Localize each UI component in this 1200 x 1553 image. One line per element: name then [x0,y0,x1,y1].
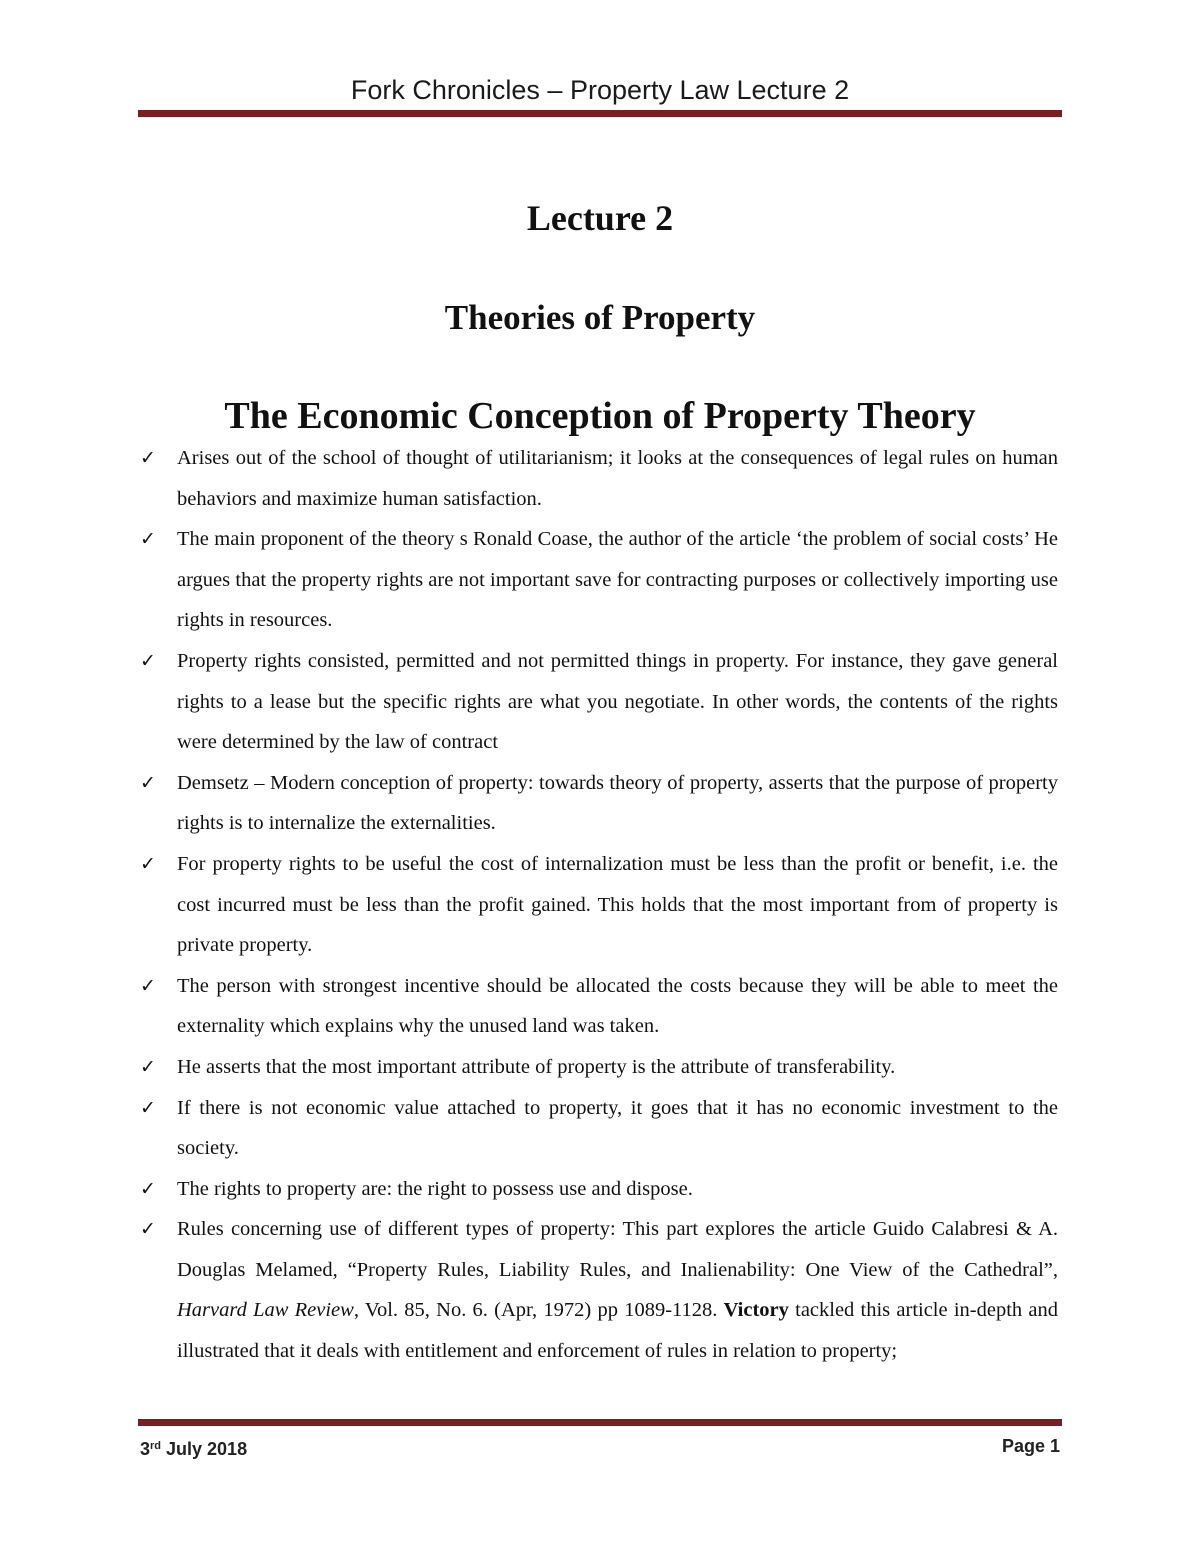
list-item [140,438,1058,519]
checkmark-icon: ✓ [140,1218,156,1241]
list-item-text: He asserts that the most important attribute of property is the attribute of transferability. [177,1055,896,1078]
list-item-text-part3: tackled this article in-depth and illustrated that it deals with entitlement and enforcement of rules in relation to property; [177,1299,1058,1363]
list-item-text: Arises out of the school of thought of utilitarianism; it looks at the consequences of legal rules on human behaviors and maximize human satisfaction. [177,447,1058,510]
checkmark-icon: ✓ [140,1055,156,1078]
date-suffix: rd [150,1440,162,1452]
topic-heading: Theories of Property [444,298,756,337]
footer-rule [138,1419,1062,1426]
journal-title: Harvard Law Review [177,1299,354,1322]
list-item-text: The rights to property are: the right to possess use and dispose. [177,1177,693,1200]
list-item [140,641,1058,763]
lecture-heading: Lecture 2 [526,198,674,238]
header-rule [138,110,1062,117]
checkmark-icon: ✓ [140,1096,156,1119]
list-item [140,1088,1058,1169]
page-number: Page 1 [1001,1436,1060,1456]
date-day: 3 [140,1439,151,1459]
list-item [140,1169,1058,1210]
list-item [140,966,1058,1047]
checkmark-icon: ✓ [140,974,156,997]
checkmark-icon: ✓ [140,649,156,672]
list-item-text: The person with strongest incentive should be allocated the costs because they will be able to meet the externality which explains why the unused land was taken. [177,974,1058,1038]
list-item [140,844,1058,966]
list-item-text: If there is not economic value attached to property, it goes that it has no economic investment to the society. [177,1096,1058,1160]
list-item [140,763,1058,844]
checkmark-icon: ✓ [140,852,156,875]
date-rest: July 2018 [161,1439,248,1459]
author-name: Victory [723,1299,789,1322]
checkmark-icon: ✓ [140,447,156,469]
checkmark-icon: ✓ [140,528,156,551]
list-item-text-part2: , Vol. 85, No. 6. (Apr, 1972) pp 1089-1128. [353,1299,724,1322]
list-item-text-part1: Rules concerning use of different types of property: This part explores the article Guido Calabresi & A. Douglas Melamed, “Property Rules, Liability Rules, and Inalienability: One View of the Cathedral”, [177,1218,1058,1281]
list-item [140,1047,1058,1088]
checkmark-icon: ✓ [140,1177,156,1200]
running-header: Fork Chronicles – Property Law Lecture 2 [350,75,850,105]
footer-date [140,1432,247,1463]
list-item [140,519,1058,641]
list-item-text: For property rights to be useful the cost of internalization must be less than the profit or benefit, i.e. the cost incurred must be less than the profit gained. This holds that the most important from of property is private property. [177,852,1058,957]
checkmark-icon: ✓ [140,771,156,794]
list-item-text: The main proponent of the theory s Ronald Coase, the author of the article ‘the problem of social costs’ He argues that the property rights are not important save for contracting purposes or collectively importing use rights in resources. [177,528,1058,632]
list-item-text: Demsetz – Modern conception of property: towards theory of property, asserts that the purpose of property rights is to internalize the externalities. [177,771,1058,835]
list-item [140,1209,1058,1371]
section-heading: The Economic Conception of Property Theory [224,395,976,437]
bullet-list [140,438,1058,1372]
list-item-text: Property rights consisted, permitted and not permitted things in property. For instance, they gave general rights to a lease but the specific rights are what you negotiate. In other words, the contents of the rights were determined by the law of contract [177,649,1058,754]
